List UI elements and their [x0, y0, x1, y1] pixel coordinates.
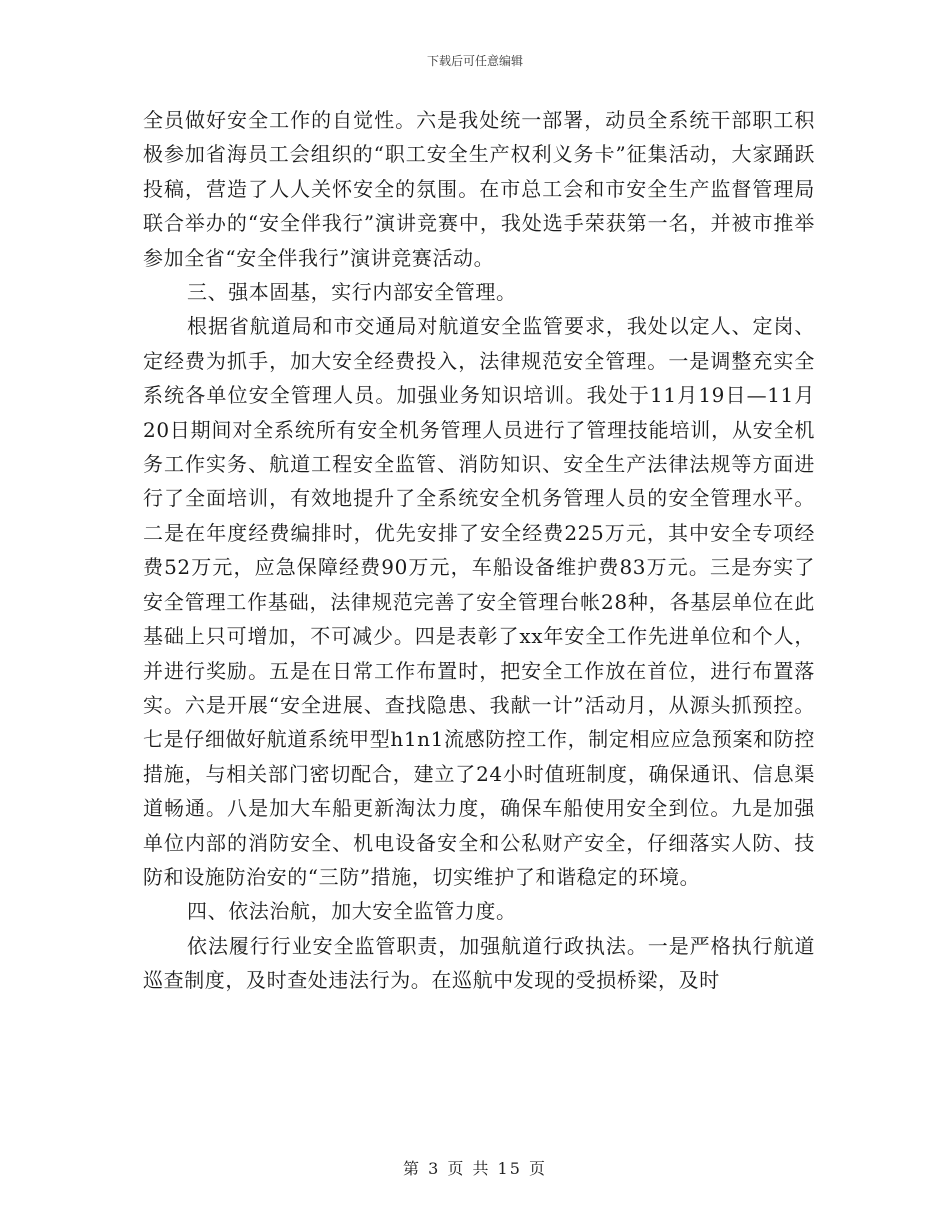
paragraph-law-enforcement: 依法履行行业安全监管职责，加强航道行政执法。一是严格执行航道巡查制度，及时查处违法行为。在巡航中发现的受损桥梁，及时: [143, 933, 815, 993]
page-number: 第 3 页 共 15 页: [403, 1159, 547, 1178]
paragraph-internal-safety: 根据省航道局和市交通局对航道安全监管要求，我处以定人、定岗、定经费为抓手，加大安全经费投入，法律规范安全管理。一是调整充实全系统各单位安全管理人员。加强业务知识培训。我处于11月19日—11月20日期间对全系统所有安全机务管理人员进行了管理技能培训，从安全机务工作实务、航道工程安全监管、消防知识、安全生产法律法规等方面进行了全面培训，有效地提升了全系统安全机务管理人员的安全管理水平。二是在年度经费编排时，优先安排了安全经费225万元，其中安全专项经费52万元，应急保障经费90万元，车船设备维护费83万元。三是夯实了安全管理工作基础，法律规范完善了安全管理台帐28种，各基层单位在此基础上只可增加，不可减少。四是表彰了xx年安全工作先进单位和个人，并进行奖励。五是在日常工作布置时，把安全工作放在首位，进行布置落实。六是开展“安全进展、查找隐患、我献一计”活动月，从源头抓预控。七是仔细做好航道系统甲型h1n1流感防控工作，制定相应应急预案和防控措施，与相关部门密切配合，建立了24小时值班制度，确保通讯、信息渠道畅通。八是加大车船更新淘汰力度，确保车船使用安全到位。九是加强单位内部的消防安全、机电设备安全和公私财产安全，仔细落实人防、技防和设施防治安的“三防”措施，切实维护了和谐稳定的环境。: [143, 314, 815, 889]
section-heading-3: 三、强本固基，实行内部安全管理。: [187, 280, 517, 305]
document-body: [143, 103, 815, 998]
section-heading-4: 四、依法治航，加大安全监管力度。: [187, 899, 517, 924]
page-header: 下载后可任意编辑: [426, 54, 523, 68]
paragraph-continuation: 全员做好安全工作的自觉性。六是我处统一部署，动员全系统干部职工积极参加省海员工会组织的“职工安全生产权利义务卡”征集活动，大家踊跃投稿，营造了人人关怀安全的氛围。在市总工会和市安全生产监督管理局联合举办的“安全伴我行”演讲竞赛中，我处选手荣获第一名，并被市推举参加全省“安全伴我行”演讲竞赛活动。: [143, 108, 815, 270]
